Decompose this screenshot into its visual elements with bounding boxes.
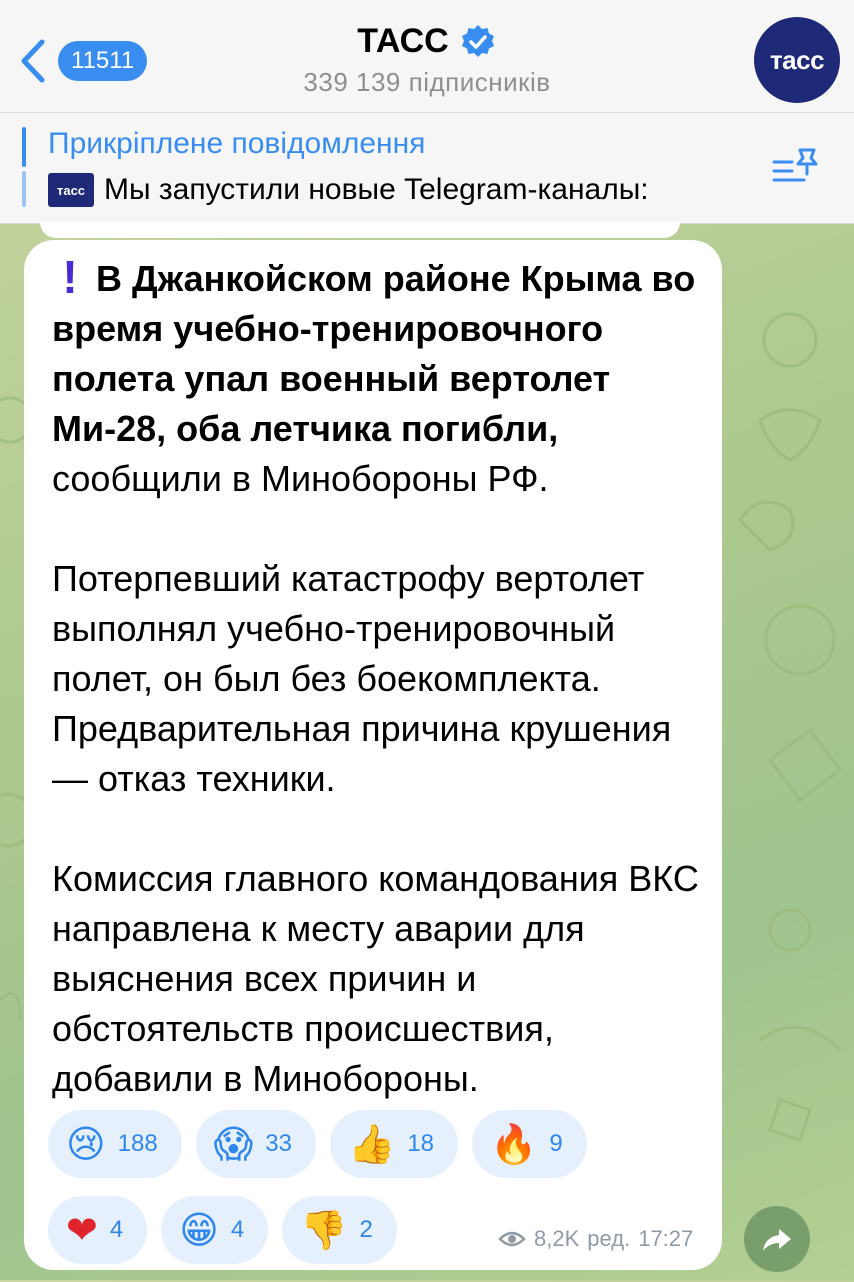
crying-face-icon: 😢: [66, 1122, 106, 1166]
thumbs-up-icon: 👍: [348, 1122, 396, 1166]
reaction-count: 33: [265, 1130, 292, 1157]
message-paragraph-2: Потерпевший катастрофу вертолет выполнял учебно-тренировочный полет, он был без боекомплекта. Предварительная причина крушения — отказ техники.: [52, 558, 672, 799]
pinned-thumbnail: тасс: [48, 173, 94, 207]
reaction-count: 9: [549, 1130, 563, 1157]
message-paragraph-1: [52, 252, 712, 504]
previous-message-edge: [40, 222, 680, 238]
message-paragraph-3: Комиссия главного командования ВКС направлена к месту аварии для выяснения всех причин и обстоятельств происшествия, добавили в Минобороны.: [52, 858, 699, 1099]
channel-name: ТАСС: [357, 22, 449, 60]
heart-icon: ❤: [66, 1208, 98, 1252]
pinned-preview: [48, 173, 649, 207]
reaction-thumbs-up[interactable]: [330, 1110, 458, 1178]
reaction-count: 18: [407, 1130, 435, 1157]
share-button[interactable]: [744, 1206, 810, 1272]
pinned-label: Прикріплене повідомлення: [48, 127, 426, 160]
reaction-count: 4: [109, 1216, 124, 1243]
reaction-grin[interactable]: [161, 1196, 268, 1264]
thumbs-down-icon: 👎: [300, 1208, 348, 1252]
pinned-indicator: [22, 127, 26, 167]
message-lead-rest: сообщили в Минобороны РФ.: [52, 458, 549, 499]
reaction-thumbs-down[interactable]: [282, 1196, 397, 1264]
reaction-crying[interactable]: [48, 1110, 182, 1178]
reaction-heart[interactable]: [48, 1196, 147, 1264]
pinned-list-icon[interactable]: [770, 146, 822, 190]
reaction-fire[interactable]: [472, 1110, 587, 1178]
fire-icon: 🔥: [490, 1122, 538, 1166]
reaction-count: 188: [117, 1130, 158, 1157]
reaction-count: 4: [230, 1216, 245, 1243]
pinned-message-bar[interactable]: [0, 113, 854, 224]
pinned-indicator-secondary: [22, 171, 26, 207]
back-button[interactable]: [14, 36, 147, 86]
verified-badge-icon: [459, 23, 497, 61]
reactions: [48, 1110, 708, 1282]
reaction-screaming[interactable]: [196, 1110, 316, 1178]
share-arrow-icon: [761, 1223, 793, 1255]
message-bubble[interactable]: [24, 240, 722, 1270]
screaming-face-icon: 😱: [213, 1122, 254, 1166]
message-text: [52, 252, 712, 1154]
eye-icon: [498, 1229, 526, 1249]
unread-count-badge: 11511: [58, 41, 147, 81]
message-lead-bold: В Джанкойском районе Крыма во время учебно-тренировочного полета упал военный вертолет Ми-28, оба летчика погибли,: [52, 258, 696, 449]
subscriber-count: 339 139 підписників: [303, 67, 551, 97]
reaction-count: 2: [359, 1216, 373, 1243]
view-count: 8,2K: [534, 1226, 580, 1251]
chevron-left-icon: [14, 36, 54, 86]
message-time: 17:27: [638, 1226, 694, 1251]
grinning-face-icon: 😁: [179, 1208, 219, 1252]
channel-title-area[interactable]: [200, 22, 654, 98]
message-meta: [498, 1226, 693, 1252]
exclamation-icon: !: [62, 251, 78, 303]
channel-avatar[interactable]: тасс: [754, 17, 840, 103]
chat-header: [0, 0, 854, 113]
edited-label: ред.: [587, 1226, 631, 1251]
pinned-text: Мы запустили новые Telegram-каналы:: [104, 173, 649, 206]
